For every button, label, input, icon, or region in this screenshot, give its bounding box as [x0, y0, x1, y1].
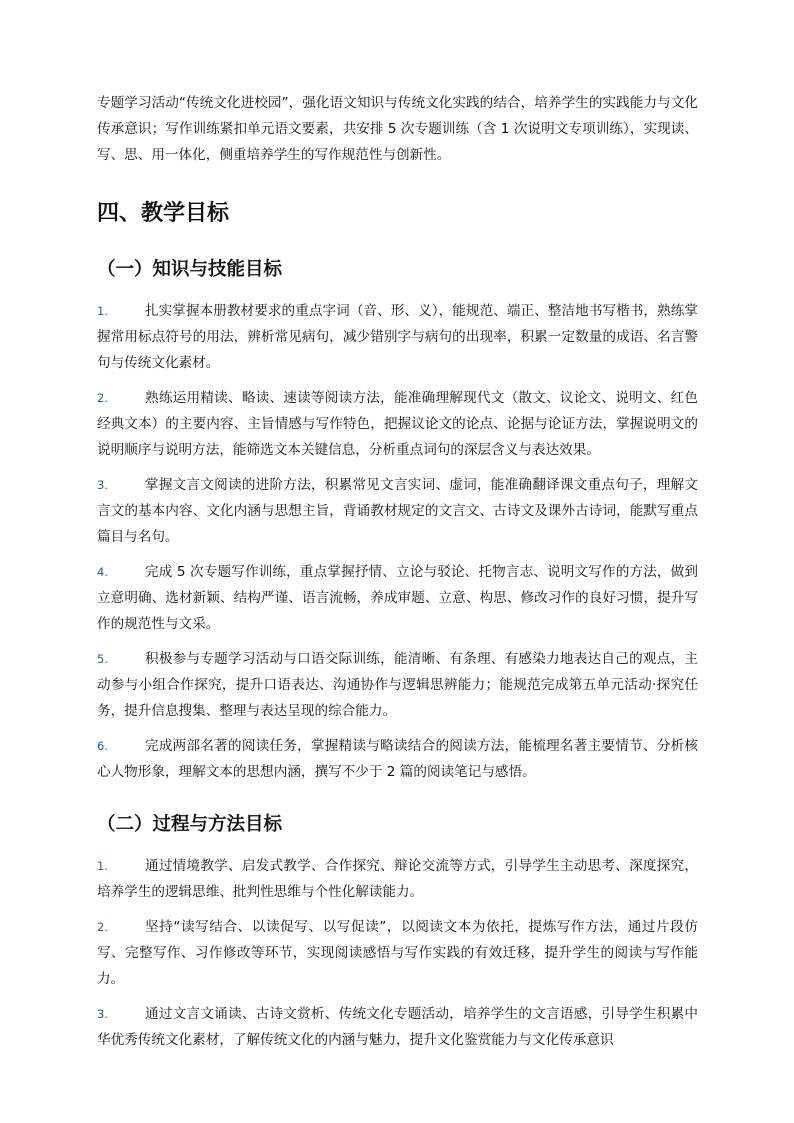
list-number: 5.: [97, 652, 108, 666]
list-number: 1.: [97, 859, 108, 873]
knowledge-goals-list: [97, 298, 698, 785]
list-item-text: 通过文言文诵读、古诗文赏析、传统文化专题活动，培养学生的文言语感，引导学生积累中华优秀传统文化素材，了解传统文化的内涵与魅力，提升文化鉴赏能力与文化传承意识: [97, 1006, 698, 1048]
list-number: 2.: [97, 920, 108, 934]
list-item: [97, 646, 698, 724]
list-item-text: 掌握文言文阅读的进阶方法，积累常见文言实词、虚词，能准确翻译课文重点句子，理解文言文的基本内容、文化内涵与思想主旨，背诵教材规定的文言文、古诗文及课外古诗词，能默写重点篇目与名句。: [97, 477, 698, 545]
list-item: [97, 733, 698, 785]
list-item: [97, 559, 698, 637]
list-item: [97, 472, 698, 550]
subsection-heading-process-methods: （二）过程与方法目标: [97, 814, 283, 835]
list-number: 3.: [97, 1007, 108, 1021]
list-item-text: 熟练运用精读、略读、速读等阅读方法，能准确理解现代文（散文、议论文、说明文、红色经典文本）的主要内容、主旨情感与写作特色，把握议论文的论点、论据与论证方法，掌握说明文的说明顺序与说明方法，能筛选文本关键信息，分析重点词句的深层含义与表达效果。: [97, 390, 698, 458]
list-number: 3.: [97, 478, 108, 492]
list-item: [97, 853, 698, 905]
list-item: [97, 298, 698, 376]
list-item-text: 通过情境教学、启发式教学、合作探究、辩论交流等方式，引导学生主动思考、深度探究，培养学生的逻辑思维、批判性思维与个性化解读能力。: [97, 858, 698, 900]
list-number: 6.: [97, 739, 108, 753]
subsection-heading-knowledge-skills: （一）知识与技能目标: [97, 259, 283, 280]
list-item-text: 完成 5 次专题写作训练，重点掌握抒情、立论与驳论、托物言志、说明文写作的方法，做到立意明确、选材新颖、结构严谨、语言流畅，养成审题、立意、构思、修改习作的良好习惯，提升写作的规范性与文采。: [97, 564, 698, 632]
list-item-text: 完成两部名著的阅读任务，掌握精读与略读结合的阅读方法，能梳理名著主要情节、分析核心人物形象，理解文本的思想内涵，撰写不少于 2 篇的阅读笔记与感悟。: [97, 738, 698, 780]
list-item: [97, 914, 698, 992]
list-item-text: 积极参与专题学习活动与口语交际训练，能清晰、有条理、有感染力地表达自己的观点，主动参与小组合作探究，提升口语表达、沟通协作与逻辑思辨能力；能规范完成第五单元活动·探究任务，提升信息搜集、整理与表达呈现的综合能力。: [97, 651, 698, 719]
list-item: [97, 1001, 698, 1053]
list-number: 4.: [97, 565, 108, 579]
list-item: [97, 385, 698, 463]
list-item-text: 坚持“读写结合、以读促写、以写促读”，以阅读文本为依托，提炼写作方法，通过片段仿写、完整写作、习作修改等环节，实现阅读感悟与写作实践的有效迁移，提升学生的阅读与写作能力。: [97, 919, 698, 987]
process-goals-list: [97, 853, 698, 1053]
list-item-text: 扎实掌握本册教材要求的重点字词（音、形、义），能规范、端正、整洁地书写楷书，熟练掌握常用标点符号的用法，辨析常见病句，减少错别字与病句的出现率，积累一定数量的成语、名言警句与传统文化素材。: [97, 303, 698, 371]
list-number: 1.: [97, 304, 108, 318]
intro-paragraph: 专题学习活动“传统文化进校园”，强化语文知识与传统文化实践的结合，培养学生的实践能力与文化传承意识；写作训练紧扣单元语文要素，共安排 5 次专题训练（含 1 次说明文专项训练），实现读、写、思、用一体化，侧重培养学生的写作规范性与创新性。: [97, 95, 698, 163]
list-number: 2.: [97, 391, 108, 405]
section-heading-teaching-goals: 四、教学目标: [97, 201, 230, 226]
